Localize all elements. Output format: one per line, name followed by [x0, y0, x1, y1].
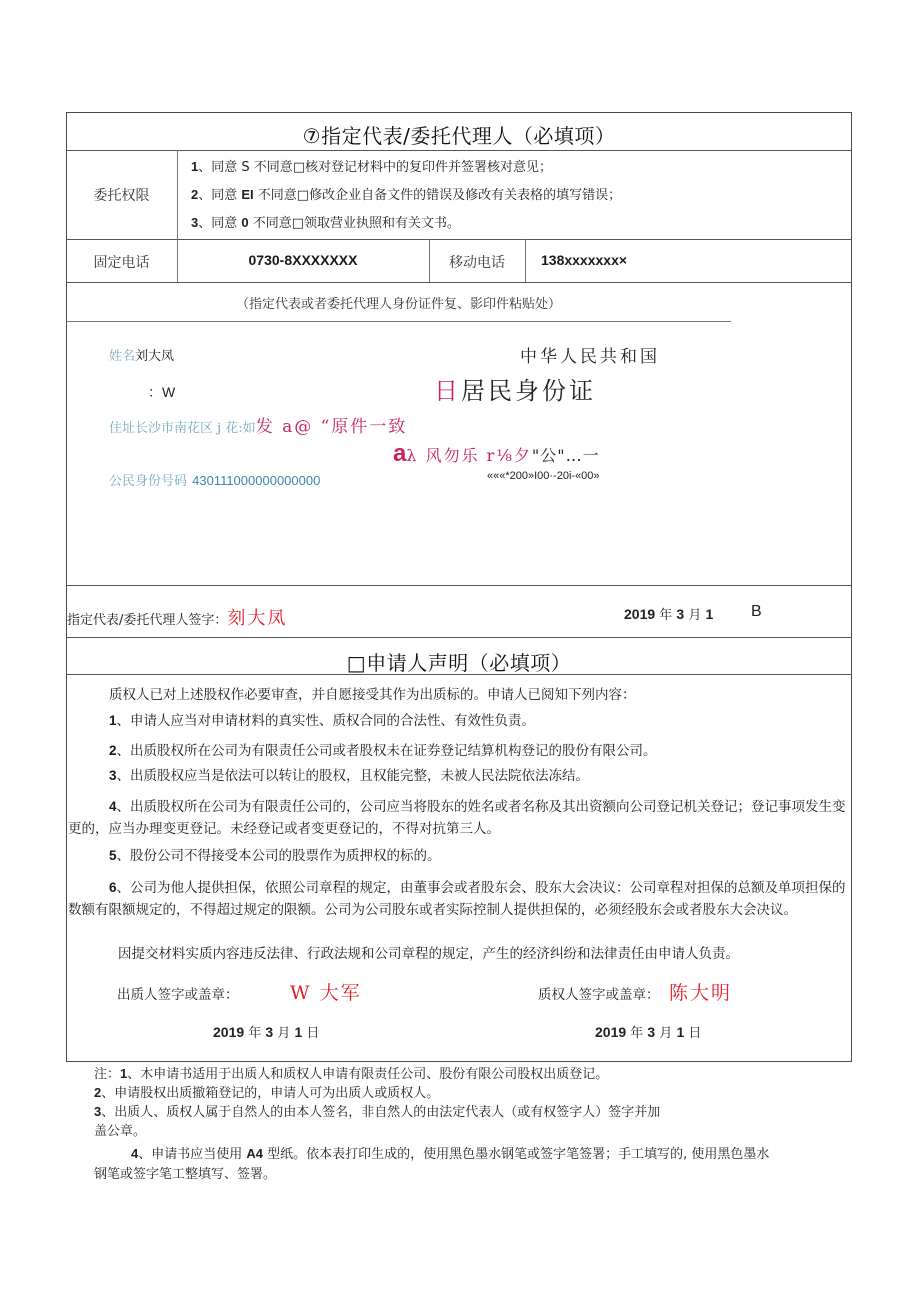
- item-number: 3: [191, 215, 199, 230]
- item-text: 、同意 S 不同意□核对登记材料中的复印件并签署核对意见；: [198, 160, 553, 175]
- date-day: 1: [676, 1024, 685, 1040]
- mobile-value[interactable]: 138xxxxxxx×: [541, 252, 628, 268]
- date-month: 3: [647, 1024, 656, 1040]
- date-unit: 日: [302, 1026, 320, 1041]
- mobile-label: 移动电话: [449, 255, 505, 271]
- row-divider: [66, 282, 852, 283]
- item-text: 型纸。依本表打印生成的，使用黑色墨水钢笔或签字笔签署；手工填写的, 使用黑色墨水: [263, 1147, 770, 1162]
- date-suffix: B: [751, 603, 762, 620]
- row-divider: [66, 150, 852, 151]
- pledgor-signature-value[interactable]: W 大军: [290, 982, 362, 1004]
- id-validity: «««*200»I00·-20i-«00»: [487, 470, 600, 482]
- item-text: 、同意: [198, 216, 242, 231]
- date-year: 2019: [595, 1024, 627, 1040]
- id-country-text: 中华人民共和国: [520, 347, 660, 367]
- item-text: 、出质股权所在公司为有限责任公司或者股权未在证券登记结算机构登记的股份有限公司。: [116, 743, 657, 759]
- date-month: 3: [676, 606, 685, 622]
- stamp-text-black: "公"…一: [531, 446, 600, 465]
- stamp-glyph: a: [393, 440, 407, 467]
- authority-item-1: [191, 156, 552, 175]
- id-name-label: 姓名: [109, 349, 136, 364]
- declaration-item-2: [109, 740, 657, 762]
- row-divider: [66, 585, 852, 586]
- item-number: 3: [94, 1104, 102, 1119]
- pledgee-date: [595, 1022, 701, 1041]
- id-title-text: 居民身份证: [461, 377, 596, 405]
- id-name-value: 刘大凤: [135, 349, 175, 364]
- declaration-item-4: [68, 796, 852, 840]
- id-number-label: 公民身份号码: [109, 474, 188, 489]
- note-1: [94, 1064, 608, 1085]
- date-month: 3: [265, 1024, 274, 1040]
- note-3-continued: 盖公章。: [94, 1124, 147, 1139]
- id-number-value: 430111000000000000: [192, 473, 321, 488]
- declaration-item-1: [109, 710, 535, 732]
- date-year: 2019: [213, 1024, 245, 1040]
- item-text: 、同意: [198, 188, 242, 203]
- pledgee-signature-label: 质权人签字或盖章：: [538, 987, 660, 1003]
- item-text: 、股份公司不得接受本公司的股票作为质押权的标的。: [116, 848, 441, 864]
- note-4: [131, 1144, 769, 1165]
- column-divider: [525, 239, 526, 282]
- id-title-mark: 日: [434, 377, 461, 405]
- item-number: 6: [109, 880, 117, 895]
- item-text: 不同意□修改企业自备文件的错误及修改有关表格的填写错误；: [253, 188, 622, 203]
- item-number: 2: [109, 743, 117, 758]
- declaration-intro: 质权人已对上述股权作必要审查，并自愿接受其作为出质标的。申请人已阅知下列内容：: [109, 687, 636, 703]
- date-year: 2019: [624, 606, 656, 622]
- note-3: [94, 1102, 660, 1123]
- id-gender-line: ：W: [148, 384, 176, 400]
- item-number: 4: [109, 799, 117, 814]
- item-text: 、申请人应当对申请材料的真实性、质权合同的合法性、有效性负责。: [116, 713, 536, 729]
- pledgor-date: [213, 1022, 319, 1041]
- date-unit: 年: [655, 608, 677, 623]
- item-number: 2: [94, 1085, 102, 1100]
- agent-signature-label: 指定代表/委托代理人签字：: [67, 613, 228, 628]
- item-text: 不同意□领取营业执照和有关文书。: [248, 216, 461, 231]
- item-text: 、申请书应当使用: [138, 1147, 247, 1162]
- section-title-agent: ⑦指定代表/委托代理人（必填项）: [302, 124, 616, 148]
- note-4-continued: 钢笔或签字笔工整填写、签署。: [94, 1167, 277, 1182]
- item-text: 、出质股权应当是依法可以转让的股权，且权能完整，未被人民法院依法冻结。: [116, 768, 590, 784]
- declaration-item-3: [109, 765, 589, 787]
- authority-item-3: [191, 212, 460, 231]
- section-title-declaration: □申请人声明（必填项）: [346, 651, 572, 675]
- item-number: 5: [109, 848, 117, 863]
- agree-checkbox-mark[interactable]: EI: [241, 187, 254, 202]
- item-number: 3: [109, 768, 117, 783]
- item-text: 、申请股权出质撤箱登记的，申请人可为出质人或质权人。: [101, 1086, 440, 1101]
- note-2: [94, 1083, 439, 1104]
- item-number: 1: [120, 1066, 128, 1081]
- agent-signature-value[interactable]: 刻大凤: [227, 608, 288, 629]
- id-paste-caption: （指定代表或者委托代理人身份证件复、影印件粘贴处）: [235, 297, 561, 312]
- authority-item-2: [191, 184, 621, 203]
- row-divider: [66, 239, 852, 240]
- declaration-item-6: [68, 877, 852, 921]
- date-unit: 年: [626, 1026, 648, 1041]
- copy-conformity-stamp: 发 a@ “原件一致: [255, 417, 408, 437]
- date-unit: 日: [684, 1026, 702, 1041]
- item-text: 、公司为他人提供担保，依照公司章程的规定，由董事会或者股东会、股东大会决议：公司章程对担保的总额及单项担保的数额有限额规定的，不得超过规定的限额。公司为公司股东或者实际控制人提供担保的，必须经股东会或者股东大会决议。: [68, 880, 846, 918]
- id-number-line: [109, 470, 320, 489]
- agent-signature-line: [67, 604, 287, 630]
- paper-size: A4: [246, 1146, 263, 1161]
- stamp-line-2: [393, 440, 600, 468]
- date-day: 1: [294, 1024, 303, 1040]
- id-name-line: [109, 345, 174, 364]
- item-number: 2: [191, 187, 199, 202]
- declaration-item-5: [109, 845, 441, 867]
- pledgee-signature-value[interactable]: 陈大明: [669, 982, 733, 1004]
- id-card-title: [434, 371, 596, 406]
- item-number: 1: [191, 159, 199, 174]
- declaration-closing: 因提交材料实质内容违反法律、行政法规和公司章程的规定，产生的经济纠纷和法律责任由申请人负责。: [118, 946, 739, 962]
- row-divider: [66, 637, 852, 638]
- date-unit: 月: [684, 608, 706, 623]
- agree-checkbox-mark[interactable]: 0: [241, 215, 249, 230]
- item-number: 4: [131, 1146, 139, 1161]
- item-number: 1: [109, 713, 117, 728]
- stamp-text: λ 风勿乐 r⅛夕: [406, 446, 532, 465]
- id-address: 住址长沙市南花区 j 花:如: [109, 421, 256, 436]
- date-unit: 年: [244, 1026, 266, 1041]
- date-unit: 月: [273, 1026, 295, 1041]
- id-country: [520, 342, 660, 367]
- item-text: 、出质人、质权人属于自然人的由本人签名，非自然人的由法定代表人（或有权签字人）签字并加: [101, 1105, 661, 1120]
- note-prefix: 注：: [94, 1067, 121, 1082]
- landline-label: 固定电话: [93, 255, 150, 271]
- id-address-line: [109, 412, 407, 437]
- authority-label: 委托权限: [93, 188, 150, 204]
- item-text: 、出质股权所在公司为有限责任公司的，公司应当将股东的姓名或者名称及其出资额向公司登记机关登记；登记事项发生变更的，应当办理变更登记。未经登记或者变更登记的，不得对抗第三人。: [68, 799, 846, 837]
- caption-underline: [66, 321, 731, 322]
- landline-value[interactable]: 0730-8XXXXXXX: [248, 252, 358, 268]
- date-day: 1: [705, 606, 714, 622]
- date-unit: 月: [655, 1026, 677, 1041]
- agent-signature-date: [624, 604, 713, 623]
- item-text: 、木申请书适用于出质人和质权人申请有限责任公司、股份有限公司股权出质登记。: [127, 1067, 609, 1082]
- pledgor-signature-label: 出质人签字或盖章：: [117, 987, 239, 1003]
